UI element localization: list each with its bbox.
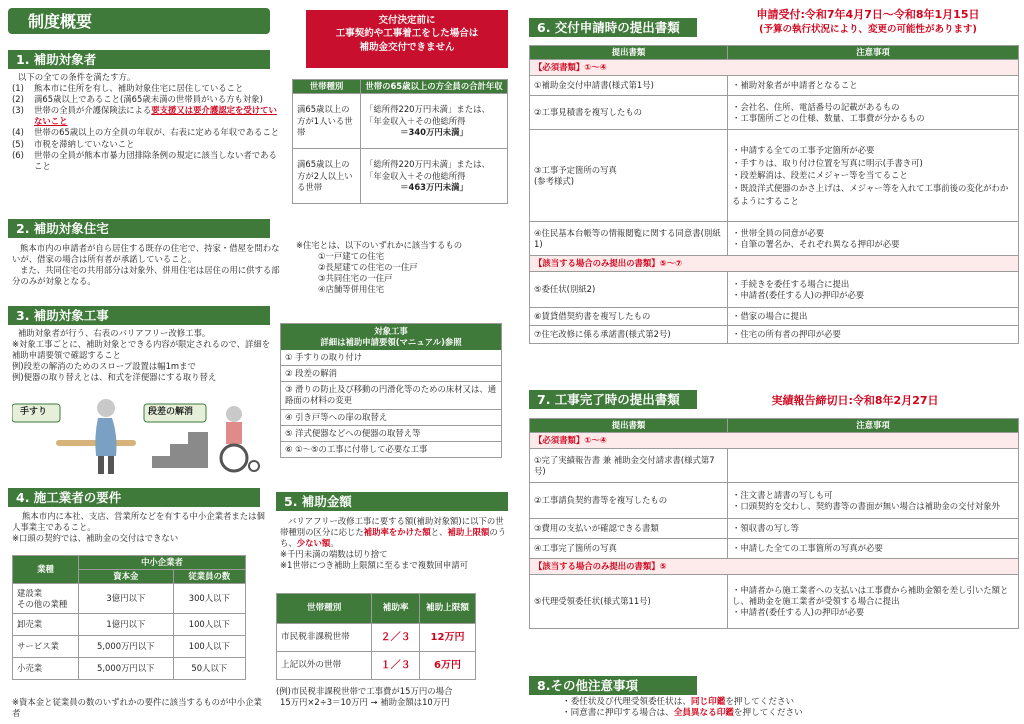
sme-note: ※資本金と従業員の数のいずれかの要件に該当するものが中小企業者 [12, 697, 262, 719]
required-band: 【必須書類】①～④ [529, 433, 1019, 448]
section-4-body [12, 511, 266, 544]
industry: 小売業 [13, 658, 79, 680]
housing-note-head: ※住宅とは、以下のいずれかに該当するもの [296, 240, 463, 250]
section-1-title: 1. 補助対象者 [8, 50, 270, 69]
condition-item: (3) 世帯の全員が介護保険法による要支援又は要介護認定を受けていないこと [12, 105, 277, 127]
example-line: (例)市民税非課税世帯で工事費が15万円の場合 [276, 686, 453, 696]
income-limit: 「総所得220万円未満」または、 「年金収入＋その他総所得 ＝340万円未満」 [361, 94, 508, 149]
completion-docs-table: 提出書類 注意事項 【必須書類】①～④ ①完了実績報告書 兼 補助金交付請求書(様式第7号) ②工事請負契約書等を複写したもの ・注文書と請書の写しも可 ・口頭契約を交わし、契約書等の書面が無い場合は補助金の交付対象外 ③費用の支払いが確認できる書類 ・領収書の写し等 ④工事完了箇所の写真 ・申請した全ての工事箇所の写真が必要 【該当する場合のみ提出の書類】⑤ ⑤代理受領委任状(様式第11号) ・申請者から施工業者への支払いは工事費から補助金額を差し引いた額とし、補助金を施工業者が受領する場合に提出 ・申請者(委任する人)の押印が必要 [529, 418, 1019, 629]
section-4-para: ※口頭の契約では、補助金の交付はできない [12, 533, 179, 544]
household-type: 満65歳以上の方が1人いる世帯 [293, 94, 361, 149]
work-item: ⑤ 洋式便器などへの便器の取替え等 [281, 426, 501, 442]
section-7-title: 7. 工事完了時の提出書類 [529, 390, 697, 409]
income-limit: 「総所得220万円未満」または、 「年金収入＋その他総所得 ＝463万円未満」 [361, 149, 508, 204]
section-3-para: 例)便器の取り替えとは、和式を洋便器にする取り替え [12, 372, 217, 383]
work-item: ⑥ ①〜⑤の工事に付帯して必要な工事 [285, 443, 428, 454]
section-3-para: 例)段差の解消のためのスロープ設置は幅1mまで [12, 361, 196, 372]
condition-item: (2) 満65歳以上であること(満65歳未満の世帯員がいる方も対象) [12, 94, 263, 105]
application-docs-table: 提出書類 注意事項 【必須書類】①～④ ①補助金交付申請書(様式第1号) ・補助対象者が申請者となること ②工事見積書を複写したもの ・会社名、住所、電話番号の記載があるもの ・工事箇所ごとの仕様、数量、工事費が分かるもの ③工事予定箇所の写真 (参考様式) ・申請する全ての工事予定箇所が必要 ・手すりは、取り付け位置を写真に明示(手書き可) ・段差解消は、段差にメジャー等を当てること ・既設洋式便器のかさ上げは、メジャー等を入れて工事前後の変化がわかるようにすること ④住民基本台帳等の情報閲覧に関する同意書(別紙1) ・世帯全員の同意が必要 ・自筆の署名か、それぞれ異なる押印が必要 【該当する場合のみ提出の書類】⑤～⑦ ⑤委任状(別紙2) ・手続きを委任する場合に提出 ・申請者(委任する人)の押印が必要 ⑥賃貸借契約書を複写したもの ・借家の場合に提出 ⑦住宅改修に係る承諾書(様式第2号) ・住宅の所有者の押印が必要 [529, 45, 1019, 344]
section-6-title: 6. 交付申請時の提出書類 [529, 18, 697, 37]
page-title: 制度概要 [8, 8, 270, 34]
section-5-note: ※千円未満の端数は切り捨て [280, 549, 388, 560]
condition-item: (6) 世帯の全員が熊本市暴力団排除条例の規定に該当しない者であること [12, 149, 277, 171]
work-item: ② 段差の解消 [281, 366, 501, 382]
household-type: 満65歳以上の方が2人以上いる世帯 [293, 149, 361, 204]
housing-note [296, 240, 510, 295]
work-item: ③ 滑りの防止及び移動の円滑化等のための床材又は、通路面の材料の変更 [281, 382, 501, 409]
industry: 卸売業 [13, 614, 79, 636]
section-5-note: ※1世帯につき補助上限額に至るまで複数回申請可 [280, 560, 469, 571]
warning-line: 工事契約や工事着工をした場合は [335, 28, 479, 40]
section-8-body [562, 697, 1012, 720]
section-5-title: 5. 補助金額 [276, 492, 508, 511]
industry: 建設業 その他の業種 [13, 584, 79, 614]
conditional-band: 【該当する場合のみ提出の書類】⑤～⑦ [529, 256, 1019, 271]
warning-line: 交付決定前に [378, 15, 436, 26]
caution-line: ・委任状及び代理受領委任状は、同じ印鑑を押してください [562, 697, 795, 707]
household-class: 市民税非課税世帯 [277, 624, 372, 652]
required-band: 【必須書類】①～④ [529, 60, 1019, 75]
works-table [280, 323, 502, 458]
section-3-para: 補助対象者が行う、右表のバリアフリー改修工事。 [18, 328, 211, 338]
section-2-body [12, 243, 284, 287]
elderly-illustration [12, 396, 278, 476]
industry: サービス業 [13, 636, 79, 658]
warning-box [306, 10, 508, 68]
housing-type: ②長屋建ての住宅の一住戸 [318, 262, 418, 273]
section-1-intro: 以下の全ての条件を満たす方。 [18, 72, 136, 82]
section-5-body: バリアフリー改修工事に要する額(補助対象額)に以下の世帯種別の区分に応じた補助率をかけた額と、補助上限額のうち、少ない額。 ※千円未満の端数は切り捨て ※1世帯につき補助上限額に至るまで複数回申請可 [280, 516, 510, 571]
housing-type: ④店舗等併用住宅 [318, 284, 385, 295]
condition-item: (5) 市税を滞納していないこと [12, 138, 135, 149]
section-3-body [12, 328, 274, 383]
section-3-para: ※対象工事ごとに、補助対象とできる内容が限定されるので、詳細を補助申請要領で確認すること [12, 339, 271, 361]
illustration [12, 396, 278, 476]
work-item: ④ 引き戸等への扉の取替え [281, 410, 501, 426]
handrail-label: 手すり [20, 407, 48, 417]
example [276, 686, 512, 708]
section-4-title: 4. 施工業者の要件 [8, 488, 260, 507]
housing-type: ③共同住宅の一住戸 [318, 273, 393, 284]
example-line: 15万円×2÷3＝10万円 → 補助金額は10万円 [280, 697, 450, 708]
condition-item: (1) 熊本市に住所を有し、補助対象住宅に居住していること [12, 83, 244, 94]
conditional-band: 【該当する場合のみ提出の書類】⑤ [529, 559, 1019, 574]
household-class: 上記以外の世帯 [277, 652, 372, 680]
section-8-title: 8.その他注意事項 [529, 676, 697, 695]
caution-line: ・同意書に押印する場合は、全員異なる印鑑を押してください [562, 708, 803, 719]
section-2-title: 2. 補助対象住宅 [8, 219, 270, 238]
person-head [97, 399, 115, 417]
period-note: (予算の執行状況により、変更の可能性があります) [759, 24, 977, 35]
section-3-title: 3. 補助対象工事 [8, 306, 270, 325]
subsidy-table: 世帯種別 補助率 補助上限額 市民税非課税世帯 ２／３ 12万円 上記以外の世帯 １／３ 6万円 [276, 593, 476, 680]
section-1-body [12, 72, 284, 172]
housing-type: ①一戸建ての住宅 [318, 251, 385, 262]
work-item: ① 手すりの取り付け [281, 350, 501, 366]
report-deadline: 実績報告締切日:令和8年2月27日 [771, 394, 939, 407]
warning-line: 補助金交付できません [359, 41, 455, 53]
section-2-para: また、共同住宅の共用部分は対象外、併用住宅は居住の用に供する部分のみが対象となる。 [12, 265, 280, 287]
condition-item: (4) 世帯の65歳以上の方全員の年収が、右表に定める年収であること [12, 127, 280, 138]
section-4-para: 熊本市内に本社、支店、営業所などを有する中小企業者または個人事業主であること。 [12, 511, 265, 533]
sme-table: 業種 中小企業者 資本金 従業員の数 建設業 その他の業種 3億円以下 300人以下 卸売業 1億円以下 100人以下 サービス業 5,000万円以下 100人以下 小売業 5,000万円以下 50人以下 [12, 555, 246, 680]
step-label: 段差の解消 [148, 407, 194, 417]
section-2-para: 熊本市内の申請者が自ら居住する既存の住宅で、持家・借屋を問わないが、借家の場合は所有者が承諾していること。 [12, 243, 280, 265]
application-period: 申請受付:令和7年4月7日～令和8年1月15日 [756, 8, 980, 21]
income-table: 世帯種別 世帯の65歳以上の方全員の合計年収 満65歳以上の方が1人いる世帯 「総所得220万円未満」または、 「年金収入＋その他総所得 ＝340万円未満」 満65歳以上の方が2人以上いる世帯 「総所得220万円未満」または、 「年金収入＋その他総所得 ＝463万円未満」 [292, 79, 508, 204]
works-table-head: 対象工事 詳細は補助申請要領(マニュアル)参照 [281, 324, 501, 350]
